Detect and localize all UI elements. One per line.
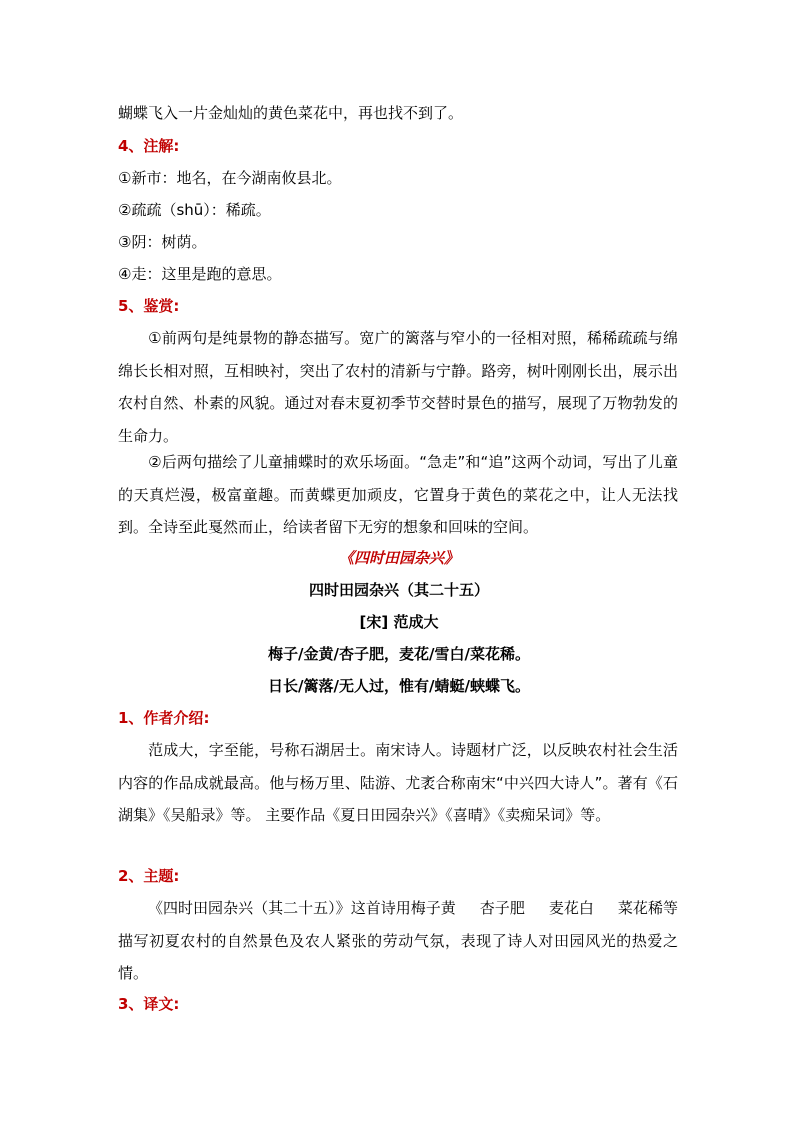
- translation-heading: 3、译文:: [118, 995, 180, 1013]
- note-item: ④走：这里是跑的意思。: [118, 265, 282, 283]
- note-item: ③阴：树荫。: [118, 233, 207, 251]
- appreciation-paragraph-1: [118, 322, 678, 452]
- note-item: ①新市：地名，在今湖南攸县北。: [118, 169, 342, 187]
- theme-heading: 2、主题:: [118, 867, 180, 885]
- poem-line-2: 日长/篱落/无人过，惟有/蜻蜓/蛱蝶飞。: [268, 677, 530, 695]
- appreciation-paragraph-2-text: ②后两句描绘了儿童捕蝶时的欢乐场面。“急走”和“追”这两个动词，写出了儿童的天真烂漫，极富童趣。而黄蝶更加顽皮，它置身于黄色的菜花之中，让人无法找到。全诗至此戛然而止，给读者留下无穷的想象和回味的空间。: [118, 453, 678, 536]
- poem-section-title: 《四时田园杂兴》: [338, 549, 459, 567]
- appreciation-paragraph-1-text: ①前两句是纯景物的静态描写。宽广的篱落与窄小的一径相对照，稀稀疏疏与绵绵长长相对照，互相映衬，突出了农村的清新与宁静。路旁，树叶刚刚长出，展示出农村自然、朴素的风貌。通过对春末夏初季节交替时景色的描写，展现了万物勃发的生命力。: [118, 329, 678, 445]
- author-intro-heading: 1、作者介绍:: [118, 709, 210, 727]
- author-intro-paragraph: [118, 734, 678, 832]
- poem-title: 四时田园杂兴（其二十五）: [308, 581, 489, 599]
- theme-text-rest: 稀等描写初夏农村的自然景色及农人紧张的劳动气氛，表现了诗人对田园风光的热爱之情。: [118, 899, 678, 982]
- poem-author: [宋] 范成大: [359, 613, 439, 631]
- theme-paragraph: [118, 892, 678, 990]
- theme-text-b: 杏子肥: [479, 899, 525, 917]
- theme-text-c: 麦花白: [548, 899, 594, 917]
- translation-tail-text: 蝴蝶飞入一片金灿灿的黄色菜花中，再也找不到了。: [118, 104, 464, 122]
- poem-line-1: 梅子/金黄/杏子肥，麦花/雪白/菜花稀。: [268, 645, 530, 663]
- notes-heading: 4、注解:: [118, 137, 180, 155]
- appreciation-heading: 5、鉴赏:: [118, 297, 180, 315]
- note-item: ②疏疏（shū）：稀疏。: [118, 201, 271, 219]
- theme-text-a: 《四时田园杂兴（其二十五）》这首诗用梅子黄: [148, 899, 456, 917]
- appreciation-paragraph-2: [118, 446, 678, 544]
- theme-text-d: 菜花: [617, 899, 648, 917]
- author-intro-text: 范成大，字至能，号称石湖居士。南宋诗人。诗题材广泛，以反映农村社会生活内容的作品成就最高。他与杨万里、陆游、尤袤合称南宋“中兴四大诗人”。著有《石湖集》《吴船录》等。 主要作品《夏日田园杂兴》《喜晴》《卖痴呆词》等。: [118, 741, 678, 824]
